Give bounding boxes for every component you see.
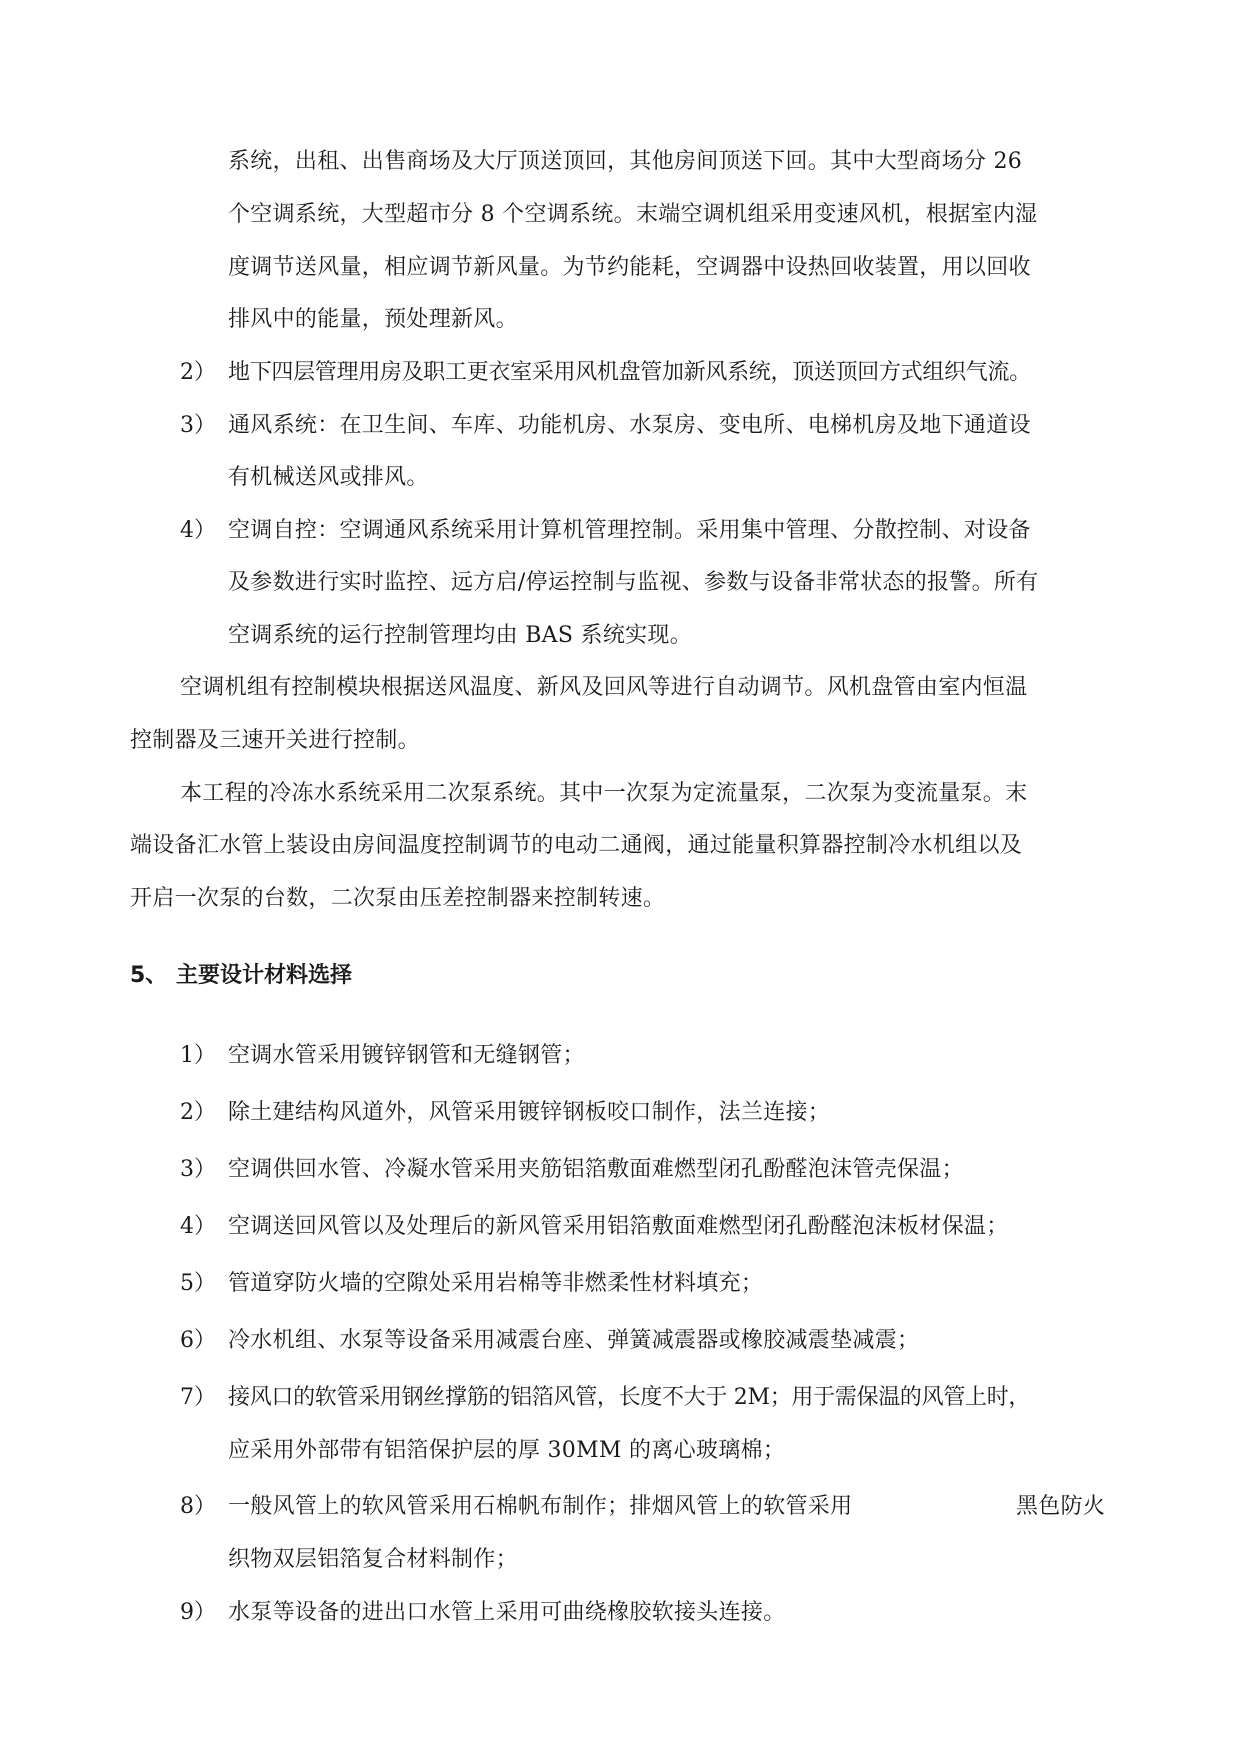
list-item-number: 6）	[180, 1328, 216, 1353]
list-item-text: 一般风管上的软风管采用石棉帆布制作；排烟风管上的软管采用	[228, 1494, 853, 1519]
list-item-text: 有机械送风或排风。	[228, 465, 429, 490]
list-item-text-tail: 黑色防火	[1016, 1494, 1106, 1519]
section-number: 5、	[130, 963, 168, 988]
list-item-number: 2）	[180, 1100, 216, 1125]
list-item-number: 5）	[180, 1271, 216, 1296]
list-item-number: 7）	[180, 1385, 216, 1410]
list-item-number: 4）	[180, 1214, 216, 1239]
list-item-number: 9）	[180, 1600, 216, 1625]
paragraph-line: 本工程的冷冻水系统采用二次泵系统。其中一次泵为定流量泵，二次泵为变流量泵。末	[180, 781, 1028, 806]
list-item-text: 冷水机组、水泵等设备采用减震台座、弹簧减震器或橡胶减震垫减震；	[228, 1328, 920, 1353]
list-item-text: 管道穿防火墙的空隙处采用岩棉等非燃柔性材料填充；	[228, 1271, 764, 1296]
intro-line-1: 系统，出租、出售商场及大厅顶送顶回，其他房间顶送下回。其中大型商场分 26	[228, 149, 1023, 174]
list-item-text: 空调自控：空调通风系统采用计算机管理控制。采用集中管理、分散控制、对设备	[228, 518, 1031, 543]
list-item-text: 水泵等设备的进出口水管上采用可曲绕橡胶软接头连接。	[228, 1600, 786, 1625]
list-item-number: 8）	[180, 1494, 216, 1519]
list-item-text: 空调水管采用镀锌钢管和无缝钢管；	[228, 1043, 585, 1068]
intro-line-3: 度调节送风量，相应调节新风量。为节约能耗，空调器中设热回收装置，用以回收	[228, 255, 1031, 280]
list-item-text: 织物双层铝箔复合材料制作；	[228, 1547, 518, 1572]
list-item-text: 空调送回风管以及处理后的新风管采用铝箔敷面难燃型闭孔酚醛泡沫板材保温；	[228, 1214, 1009, 1239]
list-item-text: 及参数进行实时监控、远方启/停运控制与监视、参数与设备非常状态的报警。所有	[228, 570, 1039, 595]
list-item-number: 2）	[180, 360, 216, 385]
paragraph-line: 开启一次泵的台数，二次泵由压差控制器来控制转速。	[130, 886, 666, 911]
paragraph-line: 控制器及三速开关进行控制。	[130, 728, 420, 753]
section-title: 主要设计材料选择	[176, 963, 353, 988]
list-item-text: 接风口的软管采用钢丝撑筋的铝箔风管，长度不大于 2M；用于需保温的风管上时，	[228, 1385, 1031, 1410]
intro-line-4: 排风中的能量，预处理新风。	[228, 307, 518, 332]
list-item-number: 3）	[180, 1157, 216, 1182]
list-item-text: 通风系统：在卫生间、车库、功能机房、水泵房、变电所、电梯机房及地下通道设	[228, 413, 1031, 438]
list-item-number: 1）	[180, 1043, 216, 1068]
list-item-text: 应采用外部带有铝箔保护层的厚 30MM 的离心玻璃棉；	[228, 1438, 786, 1463]
list-item-text: 空调供回水管、冷凝水管采用夹筋铝箔敷面难燃型闭孔酚醛泡沫管壳保温；	[228, 1157, 964, 1182]
list-item-number: 4）	[180, 518, 216, 543]
paragraph-line: 空调机组有控制模块根据送风温度、新风及回风等进行自动调节。风机盘管由室内恒温	[180, 675, 1028, 700]
list-item-number: 3）	[180, 413, 216, 438]
paragraph-line: 端设备汇水管上装设由房间温度控制调节的电动二通阀，通过能量积算器控制冷水机组以及	[130, 833, 1023, 858]
list-item-text: 空调系统的运行控制管理均由 BAS 系统实现。	[228, 623, 693, 648]
list-item-text: 除土建结构风道外，风管采用镀锌钢板咬口制作，法兰连接；	[228, 1100, 831, 1125]
list-item-text: 地下四层管理用房及职工更衣室采用风机盘管加新风系统，顶送顶回方式组织气流。	[228, 360, 1031, 385]
intro-line-2: 个空调系统，大型超市分 8 个空调系统。末端空调机组采用变速风机，根据室内湿	[228, 202, 1038, 227]
